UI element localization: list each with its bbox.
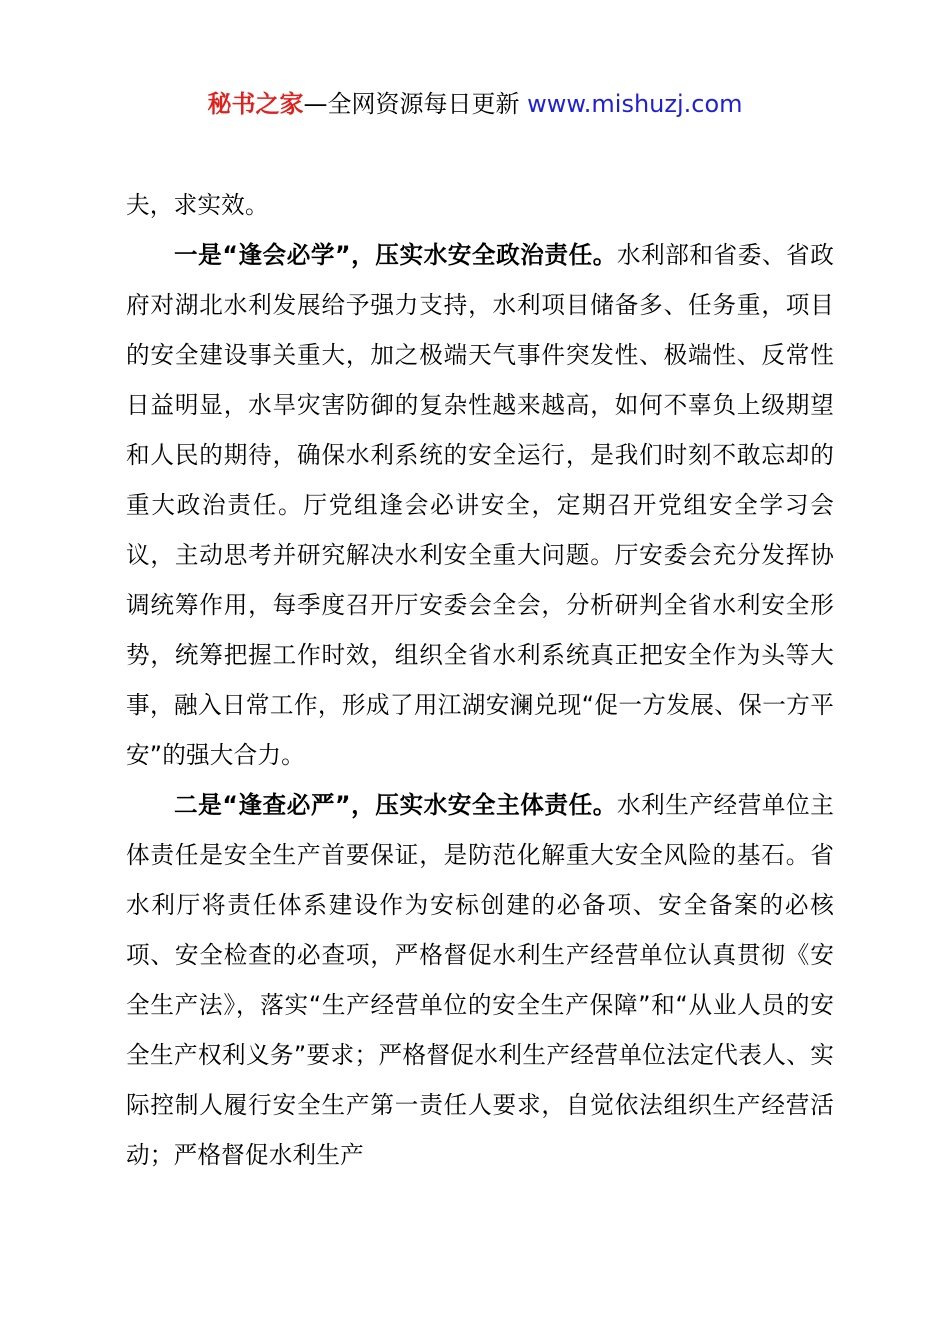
- paragraph-1: [126, 230, 834, 780]
- page-header: [0, 86, 950, 122]
- site-tagline: —全网资源每日更新: [303, 90, 528, 118]
- site-url-link[interactable]: www.mishuzj.com: [527, 90, 743, 118]
- site-brand: 秘书之家: [207, 90, 304, 118]
- paragraph-continuation: 夫，求实效。: [126, 191, 269, 219]
- paragraph-2-text: 水利生产经营单位主体责任是安全生产首要保证，是防范化解重大安全风险的基石。省水利厅将责任体系建设作为安标创建的必备项、安全备案的必核项、安全检查的必查项，严格督促水利生产经营单位认真贯彻《安全生产法》，落实“生产经营单位的安全生产保障”和“从业人员的安全生产权利义务”要求；严格督促水利生产经营单位法定代表人、实际控制人履行安全生产第一责任人要求，自觉依法组织生产经营活动；严格督促水利生产: [126, 791, 834, 1169]
- paragraph-2: [126, 780, 834, 1180]
- paragraph-1-text: 水利部和省委、省政府对湖北水利发展给予强力支持，水利项目储备多、任务重，项目的安全建设事关重大，加之极端天气事件突发性、极端性、反常性日益明显，水旱灾害防御的复杂性越来越高，如何不辜负上级期望和人民的期待，确保水利系统的安全运行，是我们时刻不敢忘却的重大政治责任。厅党组逢会必讲安全，定期召开党组安全学习会议，主动思考并研究解决水利安全重大问题。厅安委会充分发挥协调统筹作用，每季度召开厅安委会全会，分析研判全省水利安全形势，统筹把握工作时效，组织全省水利系统真正把安全作为头等大事，融入日常工作，形成了用江湖安澜兑现“促一方发展、保一方平安”的强大合力。: [126, 241, 834, 769]
- paragraph-2-lead: 二是“逢查必严”，压实水安全主体责任。: [174, 791, 617, 819]
- paragraph-1-lead: 一是“逢会必学”，压实水安全政治责任。: [174, 241, 617, 269]
- document-body: [126, 180, 834, 1180]
